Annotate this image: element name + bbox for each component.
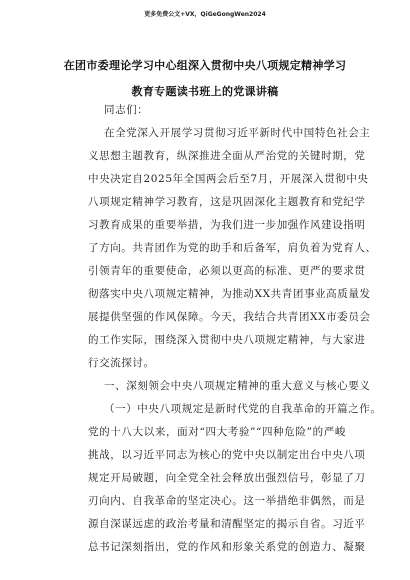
document-title-line-2: 教育专题读书班上的党课讲稿 — [131, 85, 279, 98]
subsection-heading: （一）中央八项规定是新时代党的自我革命的开篇之作。 — [104, 403, 382, 415]
body-line: 了方向。共青团作为党的助手和后备军，肩负着为党育人、 — [88, 242, 377, 254]
body-line: 规定开局破题，向全党全社会释放出强烈信号，彰显了刀 — [88, 472, 366, 484]
document-title-line-1: 在团市委理论学习中心组深入贯彻中央八项规定精神学习 — [63, 59, 347, 72]
body-line: 八项规定精神学习教育，这是巩固深化主题教育和党纪学 — [88, 196, 366, 208]
body-line: 党的十八大以来，面对“四大考验”“四种危险”的严峻 — [88, 426, 346, 438]
body-line: 展提供坚强的作风保障。今天，我结合共青团XX市委员会 — [88, 311, 371, 323]
body-line: 彻落实中央八项规定精神，为推动XX共青团事业高质量发 — [88, 288, 371, 300]
section-heading: 一、深刻领会中央八项规定精神的重大意义与核心要义 — [104, 380, 371, 392]
body-line: 中央决定自2025年全国两会后至7月，开展深入贯彻中央 — [88, 173, 369, 185]
header-note: 更多免费公文+VX，QiGeGongWen2024 — [144, 11, 266, 18]
body-line: 总书记深刻指出，党的作风和形象关系党的创造力、凝聚 — [88, 541, 366, 553]
body-line: 在全党深入开展学习贯彻习近平新时代中国特色社会主 — [104, 127, 371, 139]
body-line: 的工作实际，围绕深入贯彻中央八项规定精神，与大家进 — [88, 334, 366, 346]
body-line: 习教育成果的重要举措，为我们进一步加强作风建设指明 — [88, 219, 366, 231]
salutation: 同志们： — [104, 104, 149, 116]
body-line: 源自深谋远虑的政治考量和清醒坚定的揭示自省。习近平 — [88, 518, 366, 530]
body-line: 挑战，以习近平同志为核心的党中央以制定出台中央八项 — [88, 449, 366, 461]
body-line: 引领青年的重要使命，必须以更高的标准、更严的要求贯 — [88, 265, 366, 277]
body-line: 行交流探讨。 — [88, 357, 155, 369]
body-line: 刃向内、自我革命的坚定决心。这一举措绝非偶然，而是 — [88, 495, 366, 507]
body-line: 义思想主题教育，纵深推进全面从严治党的关键时期，党 — [88, 150, 366, 162]
